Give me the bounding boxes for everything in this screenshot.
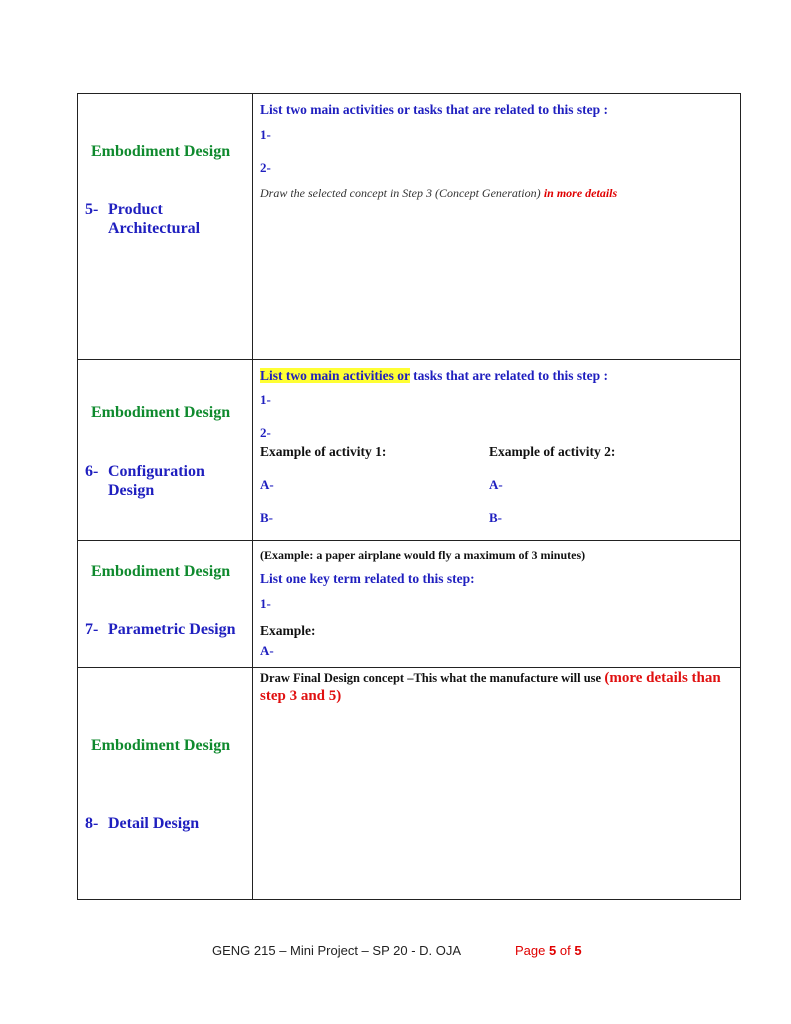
table-row-step-8	[78, 668, 741, 900]
footer-course: GENG 215 – Mini Project – SP 20 - D. OJA	[212, 943, 462, 958]
phase-label: Embodiment Design	[91, 404, 231, 421]
step-6-content-cell	[253, 360, 741, 541]
page-of: of	[559, 943, 571, 958]
list-item-2: 2-	[260, 425, 271, 440]
phase-label: Embodiment Design	[91, 143, 231, 160]
footer-page-number	[515, 943, 582, 958]
example-1-header: Example of activity 1:	[260, 444, 387, 459]
instruction-emphasis-line2: step 3 and 5)	[260, 688, 342, 704]
design-steps-table	[77, 93, 741, 900]
example-2-a: A-	[489, 477, 503, 492]
highlighted-text: List two main activities or	[260, 368, 410, 383]
page-word: Page	[515, 943, 546, 958]
example-2-b: B-	[489, 510, 502, 525]
question-rest: tasks that are related to this step :	[413, 368, 608, 383]
table-row-step-5	[78, 94, 741, 360]
step-number: 7-	[85, 621, 99, 638]
phase-label: Embodiment Design	[91, 563, 231, 580]
step-title	[85, 814, 199, 833]
list-item-2: 2-	[260, 160, 271, 175]
question-text: List two main activities or tasks that are related to this step :	[260, 102, 608, 117]
question-text	[260, 368, 608, 384]
example-label: Example:	[260, 623, 316, 638]
step-5-content-cell	[253, 94, 741, 360]
step-title-line1: Configuration	[108, 463, 205, 480]
step-title-line1: Detail Design	[108, 815, 200, 832]
step-8-label-cell	[78, 668, 253, 900]
table-row-step-6	[78, 360, 741, 541]
step-number: 6-	[85, 463, 99, 480]
instruction-text: Draw the selected concept in Step 3 (Concept Generation)	[260, 186, 541, 200]
instruction-emphasis: (more details than	[604, 670, 721, 686]
step-title-line2: Architectural	[108, 220, 201, 237]
list-item-1: 1-	[260, 127, 271, 142]
example-1-a: A-	[260, 477, 274, 492]
step-7-label-cell	[78, 541, 253, 668]
instruction-line	[260, 670, 721, 687]
page-current: 5	[549, 943, 557, 958]
instruction-emphasis: in more details	[543, 186, 618, 200]
step-6-label-cell	[78, 360, 253, 541]
instruction-text: Draw Final Design concept –This what the manufacture will use	[260, 671, 602, 685]
question-text: List one key term related to this step:	[260, 571, 475, 586]
step-number: 8-	[85, 815, 99, 832]
step-7-content-cell	[253, 541, 741, 668]
step-title	[85, 462, 205, 500]
example-note: (Example: a paper airplane would fly a maximum of 3 minutes)	[260, 548, 586, 562]
table-row-step-7	[78, 541, 741, 668]
step-title-line2: Design	[108, 482, 155, 499]
page-total: 5	[574, 943, 582, 958]
phase-label: Embodiment Design	[91, 737, 231, 754]
instruction-line	[260, 185, 617, 201]
step-title	[85, 200, 200, 238]
list-item-1: 1-	[260, 596, 271, 611]
step-5-label-cell	[78, 94, 253, 360]
step-title-line1: Product	[108, 201, 163, 218]
example-2-header: Example of activity 2:	[489, 444, 616, 459]
step-number: 5-	[85, 201, 99, 218]
list-item-1: 1-	[260, 392, 271, 407]
example-a: A-	[260, 643, 274, 658]
step-8-content-cell	[253, 668, 741, 900]
step-title-line1: Parametric Design	[108, 621, 236, 638]
example-1-b: B-	[260, 510, 273, 525]
step-title	[85, 620, 236, 639]
